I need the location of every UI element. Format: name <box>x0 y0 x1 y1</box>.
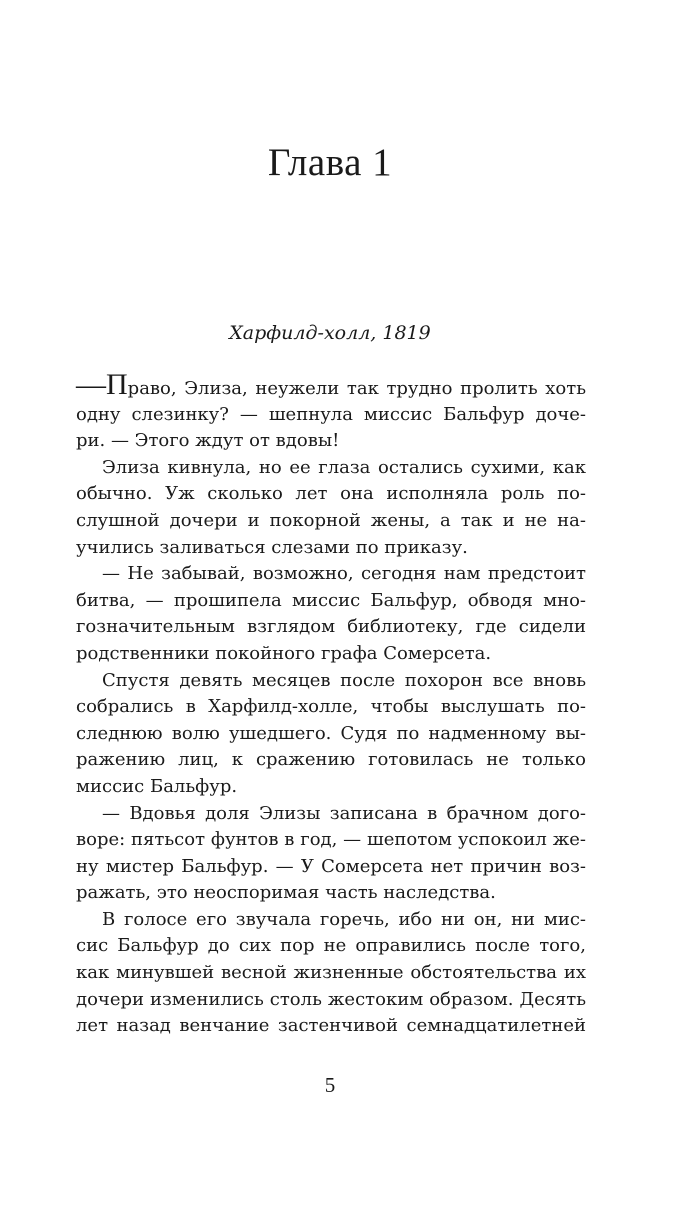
text-line: битва, — прошипела миссис Бальфур, обводя мно- <box>76 589 586 611</box>
text-line: ражению лиц, к сражению готовилась не только <box>76 749 586 771</box>
text-line: учились заливаться слезами по приказу. <box>76 536 468 558</box>
text-line: дочери изменились столь жестоким образом. Десять <box>76 988 586 1010</box>
text-line: — Вдовья доля Элизы записана в брачном дого- <box>102 802 586 824</box>
text-line <box>76 368 586 402</box>
text-line: одну слезинку? — шепнула миссис Бальфур доче- <box>76 403 586 425</box>
epigraph: Харфилд-холл, 1819 <box>229 322 431 344</box>
text-line: ри. — Этого ждут от вдовы! <box>76 430 340 452</box>
text-line: ражать, это неоспоримая часть наследства. <box>76 882 496 904</box>
text-line: Элиза кивнула, но ее глаза остались сухими, как <box>102 456 586 478</box>
text-line: собрались в Харфилд-холле, чтобы выслушать по- <box>76 696 586 718</box>
text-line: В голосе его звучала горечь, ибо ни он, ни мис- <box>102 908 586 930</box>
text-line-content: раво, Элиза, неужели так трудно пролить хоть <box>127 378 586 399</box>
text-line: воре: пятьсот фунтов в год, — шепотом успокоил же- <box>76 829 586 851</box>
text-line: миссис Бальфур. <box>76 775 238 797</box>
text-line: гозначительным взглядом библиотеку, где сидели <box>76 616 586 638</box>
text-line: обычно. Уж сколько лет она исполняла роль по- <box>76 483 586 505</box>
text-line: следнюю волю ушедшего. Судя по надменному вы- <box>76 722 586 744</box>
text-line: сис Бальфур до сих пор не оправились после того, <box>76 935 586 957</box>
text-line: лет назад венчание застенчивой семнадцатилетней <box>76 1015 586 1037</box>
text-line: слушной дочери и покорной жены, а так и не на- <box>76 509 586 531</box>
chapter-title: Глава 1 <box>267 141 393 184</box>
text-line: — Не забывай, возможно, сегодня нам предстоит <box>102 563 586 585</box>
text-line: как минувшей весной жизненные обстоятельства их <box>76 962 586 984</box>
chapter-body <box>76 368 586 1040</box>
dropcap: —П <box>76 368 128 401</box>
text-line: Спустя девять месяцев после похорон все вновь <box>102 669 586 691</box>
page-number: 5 <box>324 1073 336 1097</box>
text-line: ну мистер Бальфур. — У Сомерсета нет причин воз- <box>76 855 586 877</box>
text-line: родственники покойного графа Сомерсета. <box>76 642 492 664</box>
